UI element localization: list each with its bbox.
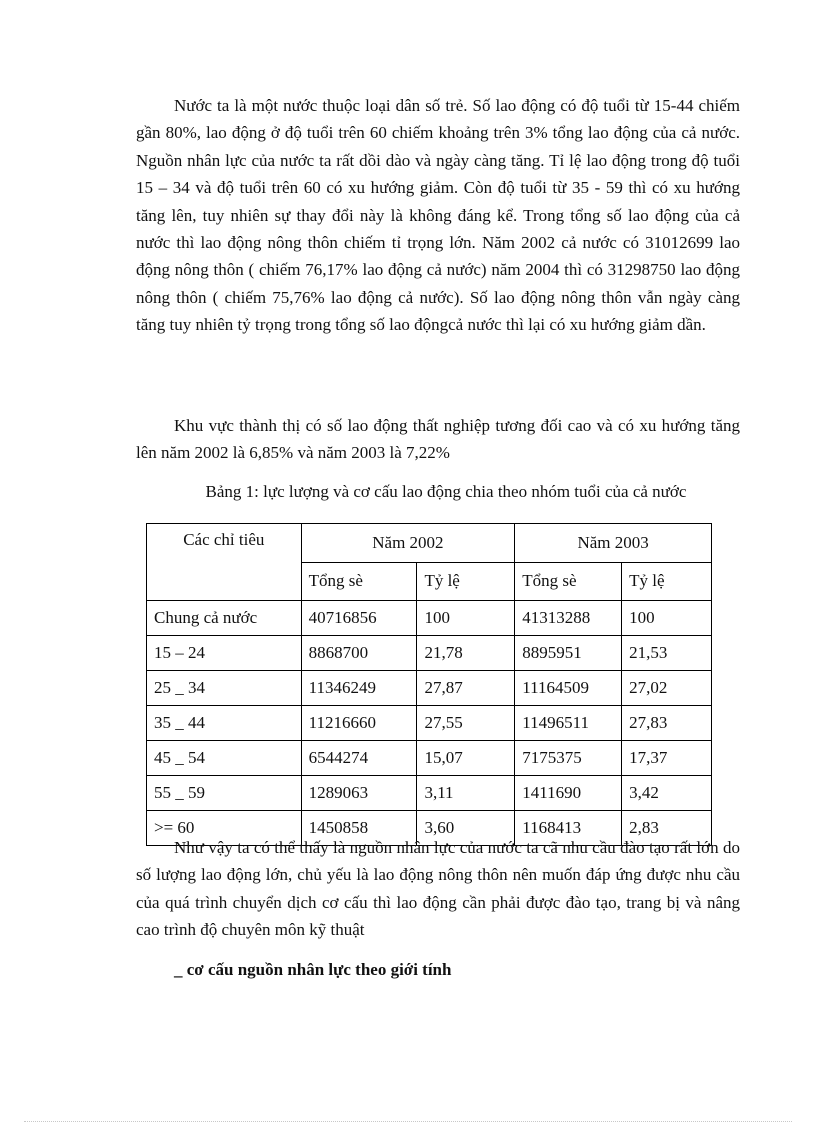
row-label: 35 _ 44 [147, 706, 302, 741]
table-row [147, 671, 712, 706]
cell-total-2002: 1450858 [301, 811, 417, 846]
row-label: 15 – 24 [147, 636, 302, 671]
cell-total-2003: 7175375 [515, 741, 622, 776]
cell-rate-2002: 27,87 [417, 671, 515, 706]
table-row [147, 776, 712, 811]
table-row [147, 601, 712, 636]
cell-total-2003: 41313288 [515, 601, 622, 636]
row-label: 55 _ 59 [147, 776, 302, 811]
table-caption: Bảng 1: lực lượng và cơ cấu lao động chia theo nhóm tuổi của cả nước [205, 482, 687, 501]
paragraph-training-needs: Như vậy ta có thể thấy là nguồn nhân lực của nước ta cã nhu cầu đào tạo rất lớn do số lượng lao động lớn, chủ yếu là lao động nông thôn nên muốn đáp ứng được nhu cầu của quá trình chuyển dịch cơ cấu thì lao động cần phải được đào tạo, trang bị và nâng cao trình độ chuyên môn kỹ thuật [136, 838, 740, 940]
cell-rate-2003: 2,83 [622, 811, 712, 846]
row-label: 25 _ 34 [147, 671, 302, 706]
cell-rate-2002: 27,55 [417, 706, 515, 741]
table-row [147, 741, 712, 776]
paragraph-labor-age-structure: Nước ta là một nước thuộc loại dân số trẻ. Số lao động có độ tuổi từ 15-44 chiếm gần 80%, lao động ở độ tuổi trên 60 chiếm khoảng trên 3% tổng lao động của cả nước. Nguồn nhân lực của nước ta rất dồi dào và ngày càng tăng. Tỉ lệ lao động trong độ tuổi 15 – 34 và độ tuổi trên 60 có xu hướng giảm. Còn độ tuổi từ 35 - 59 thì có xu hướng tăng lên, tuy nhiên sự thay đổi này là không đáng kể. Trong tổng số lao động của cả nước thì lao động nông thôn chiếm tỉ trọng lớn. Năm 2002 cả nước có 31012699 lao động nông thôn ( chiếm 76,17% lao động cả nước) năm 2004 thì có 31298750 lao động nông thôn ( chiếm 75,76% lao động cả nước). Số lao động nông thôn vẫn ngày càng tăng tuy nhiên tỷ trọng trong tổng số lao độngcả nước thì lại có xu hướng giảm dần. [136, 96, 740, 335]
header-indicator: Các chỉ tiêu [147, 524, 302, 601]
row-label: >= 60 [147, 811, 302, 846]
cell-total-2002: 6544274 [301, 741, 417, 776]
cell-total-2003: 1168413 [515, 811, 622, 846]
page-bottom-divider [24, 1121, 792, 1122]
cell-total-2002: 40716856 [301, 601, 417, 636]
cell-rate-2003: 21,53 [622, 636, 712, 671]
cell-rate-2003: 100 [622, 601, 712, 636]
table-row [147, 636, 712, 671]
table-row [147, 706, 712, 741]
cell-rate-2002: 3,11 [417, 776, 515, 811]
subheader-total-2003: Tổng sè [515, 562, 622, 601]
subheader-rate-2003: Tỷ lệ [622, 562, 712, 601]
cell-total-2002: 11346249 [301, 671, 417, 706]
cell-total-2002: 11216660 [301, 706, 417, 741]
cell-rate-2003: 3,42 [622, 776, 712, 811]
row-label: Chung cả nước [147, 601, 302, 636]
cell-rate-2002: 3,60 [417, 811, 515, 846]
header-year-2002: Năm 2002 [301, 524, 515, 563]
table-header-row [147, 524, 712, 563]
paragraph-urban-unemployment: Khu vực thành thị có số lao động thất nghiệp tương đối cao và có xu hướng tăng lên năm 2002 là 6,85% và năm 2003 là 7,22% [136, 416, 740, 463]
cell-rate-2002: 21,78 [417, 636, 515, 671]
cell-total-2003: 8895951 [515, 636, 622, 671]
section-heading: _ cơ cấu nguồn nhân lực theo giới tính [174, 960, 452, 979]
cell-total-2003: 11496511 [515, 706, 622, 741]
cell-total-2003: 1411690 [515, 776, 622, 811]
cell-total-2003: 11164509 [515, 671, 622, 706]
cell-rate-2003: 27,83 [622, 706, 712, 741]
subheader-total-2002: Tổng sè [301, 562, 417, 601]
subheader-rate-2002: Tỷ lệ [417, 562, 515, 601]
labor-age-table [146, 523, 712, 846]
row-label: 45 _ 54 [147, 741, 302, 776]
cell-rate-2003: 27,02 [622, 671, 712, 706]
cell-rate-2002: 15,07 [417, 741, 515, 776]
header-year-2003: Năm 2003 [515, 524, 712, 563]
cell-total-2002: 1289063 [301, 776, 417, 811]
cell-total-2002: 8868700 [301, 636, 417, 671]
cell-rate-2003: 17,37 [622, 741, 712, 776]
cell-rate-2002: 100 [417, 601, 515, 636]
